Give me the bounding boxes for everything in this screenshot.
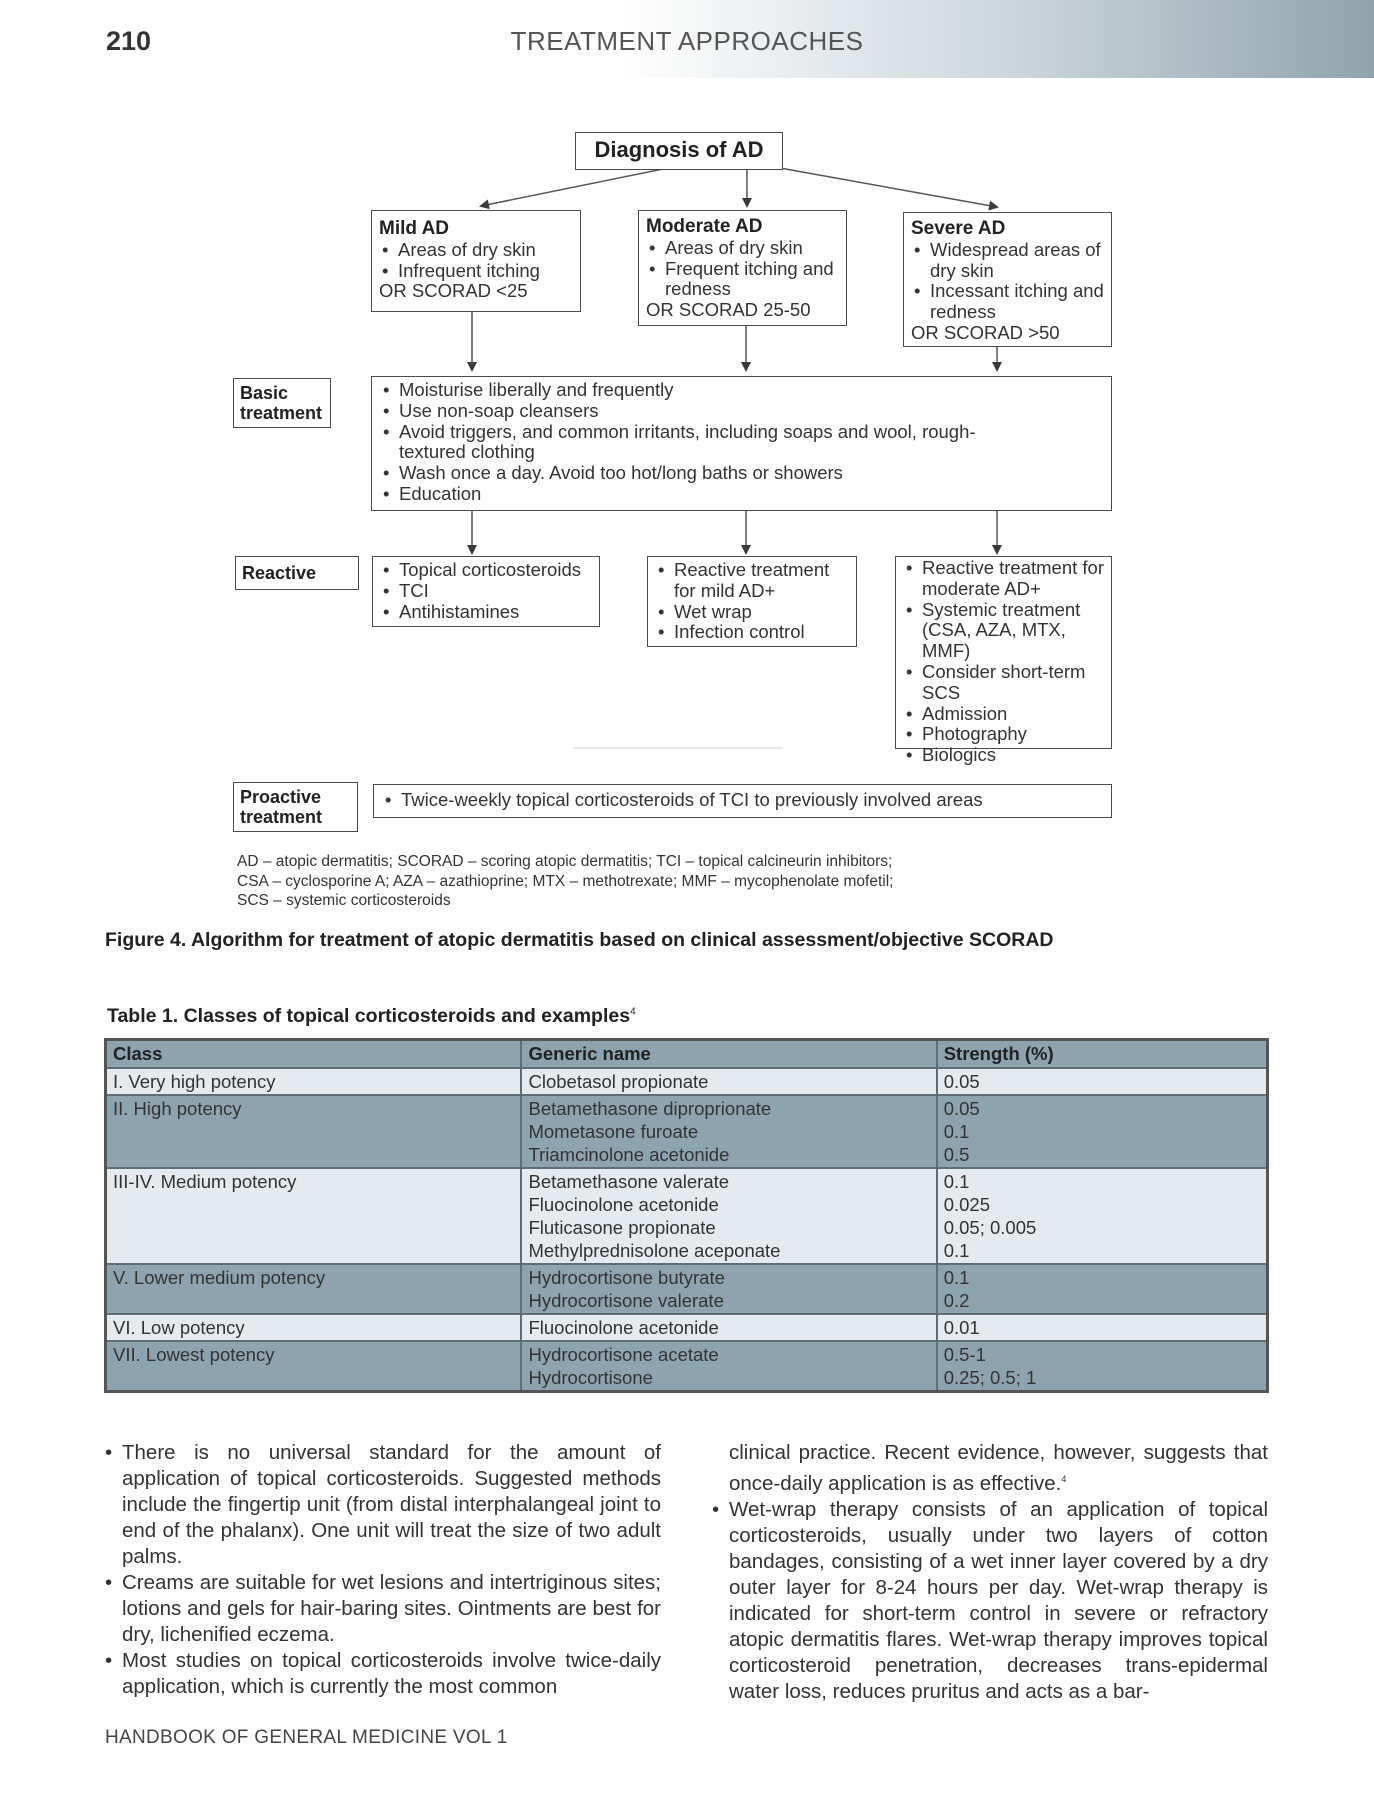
body-column-right [712,1440,1268,1705]
generic-name-cell [521,1264,936,1314]
strength: 0.25; 0.5; 1 [943,1367,1037,1388]
generic-name: Methylprednisolone aceponate [528,1240,781,1261]
reactive-severe-item: • Consider short-term SCS [903,662,1104,704]
proactive-treatment-label: Proactive treatment [233,782,358,832]
basic-treatment-box [371,376,1112,511]
table-title-ref: 4 [630,1006,636,1018]
table-row [106,1341,1268,1392]
proactive-treatment-item: • Twice-weekly topical corticosteroids of TCI to previously involved areas [382,790,1103,811]
reactive-severe-box [895,556,1112,766]
class-cell [106,1095,522,1168]
generic-name: Fluocinolone acetonide [528,1194,719,1215]
basic-treatment-item: • Use non-soap cleansers [380,401,1103,422]
generic-name: Betamethasone valerate [528,1171,730,1192]
body-bullet: • Creams are suitable for wet lesions and intertriginous sites; lotions and gels for hair-baring sites. Ointments are best for dry, lichenified eczema. [105,1570,661,1648]
severe-ad-score: OR SCORAD >50 [911,321,1060,343]
mild-ad-title: Mild AD [379,218,450,239]
table-row [106,1264,1268,1314]
strength-cell [937,1095,1268,1168]
abbreviation-line: CSA – cyclosporine A; AZA – azathioprine; MTX – methotrexate; MMF – mycophenolate mofetil; [237,872,894,890]
generic-name-cell [521,1314,936,1341]
mild-ad-box [371,210,581,312]
figure-caption: Figure 4. Algorithm for treatment of atopic dermatitis based on clinical assessment/objective SCORAD [105,929,1054,951]
mild-ad-item: • Areas of dry skin [379,240,573,261]
table-row [106,1068,1268,1095]
generic-name: Hydrocortisone acetate [528,1344,719,1365]
footer: HANDBOOK OF GENERAL MEDICINE VOL 1 [105,1727,508,1748]
strength: 0.1 [943,1240,970,1261]
running-title: TREATMENT APPROACHES [510,26,864,56]
generic-name: Fluocinolone acetonide [528,1317,719,1338]
generic-name: Clobetasol propionate [528,1071,709,1092]
class-cell [106,1168,522,1264]
strength-cell [937,1068,1268,1095]
basic-treatment-label: Basic treatment [233,378,331,428]
reactive-moderate-item: • Reactive treatment for mild AD+ [655,560,849,602]
abbreviation-line: AD – atopic dermatitis; SCORAD – scoring atopic dermatitis; TCI – topical calcineurin inhibitors; [237,853,893,870]
reactive-moderate-item: • Infection control [655,622,849,643]
strength: 0.05 [943,1098,980,1119]
reactive-severe-item: • Systemic treatment (CSA, AZA, MTX, MMF) [903,600,1104,662]
table-header-row [106,1040,1268,1069]
strength: 0.025 [943,1194,990,1215]
class-cell [106,1068,522,1095]
generic-name: Hydrocortisone butyrate [528,1267,725,1288]
generic-name-cell [521,1341,936,1392]
class-cell [106,1341,522,1392]
strength: 0.1 [943,1121,970,1142]
table-header: Generic name [521,1040,936,1069]
reactive-severe-item: • Biologics [903,745,1104,766]
class-name: II. High potency [113,1098,242,1119]
table-header: Strength (%) [937,1040,1268,1069]
generic-name-cell [521,1095,936,1168]
class-name: VII. Lowest potency [113,1344,275,1365]
body-bullet: • Most studies on topical corticosteroids involve twice-daily application, which is currently the most common [105,1648,661,1700]
severe-ad-item: • Widespread areas of dry skin [911,240,1104,282]
corticosteroid-table [104,1038,1269,1393]
reactive-severe-item: • Admission [903,704,1104,725]
class-cell [106,1264,522,1314]
reactive-mild-box [372,556,600,627]
class-name: V. Lower medium potency [113,1267,326,1288]
reactive-mild-item: • Topical corticosteroids [380,560,592,581]
abbreviation-line: SCS – systemic corticosteroids [237,892,451,909]
generic-name: Triamcinolone acetonide [528,1144,730,1165]
basic-treatment-item: • Moisturise liberally and frequently [380,380,1103,401]
severe-ad-box [903,212,1112,347]
class-name: VI. Low potency [113,1317,245,1338]
generic-name: Hydrocortisone [528,1367,653,1388]
body-bullet: • There is no universal standard for the amount of application of topical corticosteroids. Suggested methods include the fingertip unit (from distal interphalangeal joint to end of the phalanx). One unit will treat the size of two adult palms. [105,1440,661,1570]
reactive-severe-item: • Reactive treatment for moderate AD+ [903,558,1104,600]
mild-ad-score: OR SCORAD <25 [379,280,528,302]
strength: 0.5 [943,1144,970,1165]
abbreviations [237,852,893,911]
body-continuation-text: clinical practice. Recent evidence, however, suggests that once-daily application is as effective. [729,1441,1268,1495]
reactive-mild-item: • TCI [380,581,592,602]
moderate-ad-score: OR SCORAD 25-50 [646,299,811,321]
strength: 0.01 [943,1317,980,1338]
arrow-diagnosis-severe [780,168,997,207]
proactive-treatment-box [373,784,1112,818]
strength: 0.1 [943,1171,970,1192]
table-row [106,1095,1268,1168]
page-number: 210 [106,26,152,56]
generic-name: Mometasone furoate [528,1121,699,1142]
strength-cell [937,1168,1268,1264]
reactive-severe-item: • Photography [903,724,1104,745]
class-name: III-IV. Medium potency [113,1171,297,1192]
body-continuation-ref: 4 [1061,1474,1067,1484]
moderate-ad-title: Moderate AD [646,216,763,237]
reactive-mild-item: • Antihistamines [380,602,592,623]
moderate-ad-box [638,210,847,326]
strength: 0.05 [943,1071,980,1092]
basic-treatment-item: • Education [380,484,1103,505]
basic-treatment-item: • Wash once a day. Avoid too hot/long baths or showers [380,463,1103,484]
generic-name: Fluticasone propionate [528,1217,716,1238]
mild-ad-item: • Infrequent itching [379,261,573,282]
body-column-left [105,1440,661,1700]
table-row [106,1168,1268,1264]
strength: 0.5-1 [943,1344,986,1365]
diagnosis-box: Diagnosis of AD [575,132,783,170]
body-continuation [712,1440,1268,1497]
strength-cell [937,1341,1268,1392]
class-cell [106,1314,522,1341]
generic-name: Betamethasone diproprionate [528,1098,772,1119]
arrow-diagnosis-mild [481,168,668,206]
strength: 0.05; 0.005 [943,1217,1037,1238]
moderate-ad-item: • Areas of dry skin [646,238,839,259]
reactive-moderate-box [647,556,857,647]
generic-name-cell [521,1168,936,1264]
severe-ad-title: Severe AD [911,218,1006,239]
table-row [106,1314,1268,1341]
body-bullet: • Wet-wrap therapy consists of an application of topical corticosteroids, usually under two layers of cotton bandages, consisting of a wet inner layer covered by a dry outer layer for 8-24 hours per day. Wet-wrap therapy is indicated for short-term control in severe or refractory atopic dermatitis flares. Wet-wrap therapy improves topical corticosteroid penetration, decreases trans-epidermal water loss, reduces pruritus and acts as a bar- [712,1497,1268,1705]
strength-cell [937,1314,1268,1341]
strength-cell [937,1264,1268,1314]
class-name: I. Very high potency [113,1071,276,1092]
generic-name: Hydrocortisone valerate [528,1290,724,1311]
table-title-text: Table 1. Classes of topical corticosteroids and examples [107,1005,631,1027]
severe-ad-item: • Incessant itching and redness [911,281,1104,323]
reactive-moderate-item: • Wet wrap [655,602,849,623]
moderate-ad-item: • Frequent itching and redness [646,259,839,301]
strength: 0.2 [943,1290,970,1311]
generic-name-cell [521,1068,936,1095]
table-header: Class [106,1040,522,1069]
reactive-label: Reactive [235,556,359,590]
table-title [107,1005,636,1028]
strength: 0.1 [943,1267,970,1288]
basic-treatment-item: • Avoid triggers, and common irritants, including soaps and wool, rough-textured clothing [380,422,1039,464]
